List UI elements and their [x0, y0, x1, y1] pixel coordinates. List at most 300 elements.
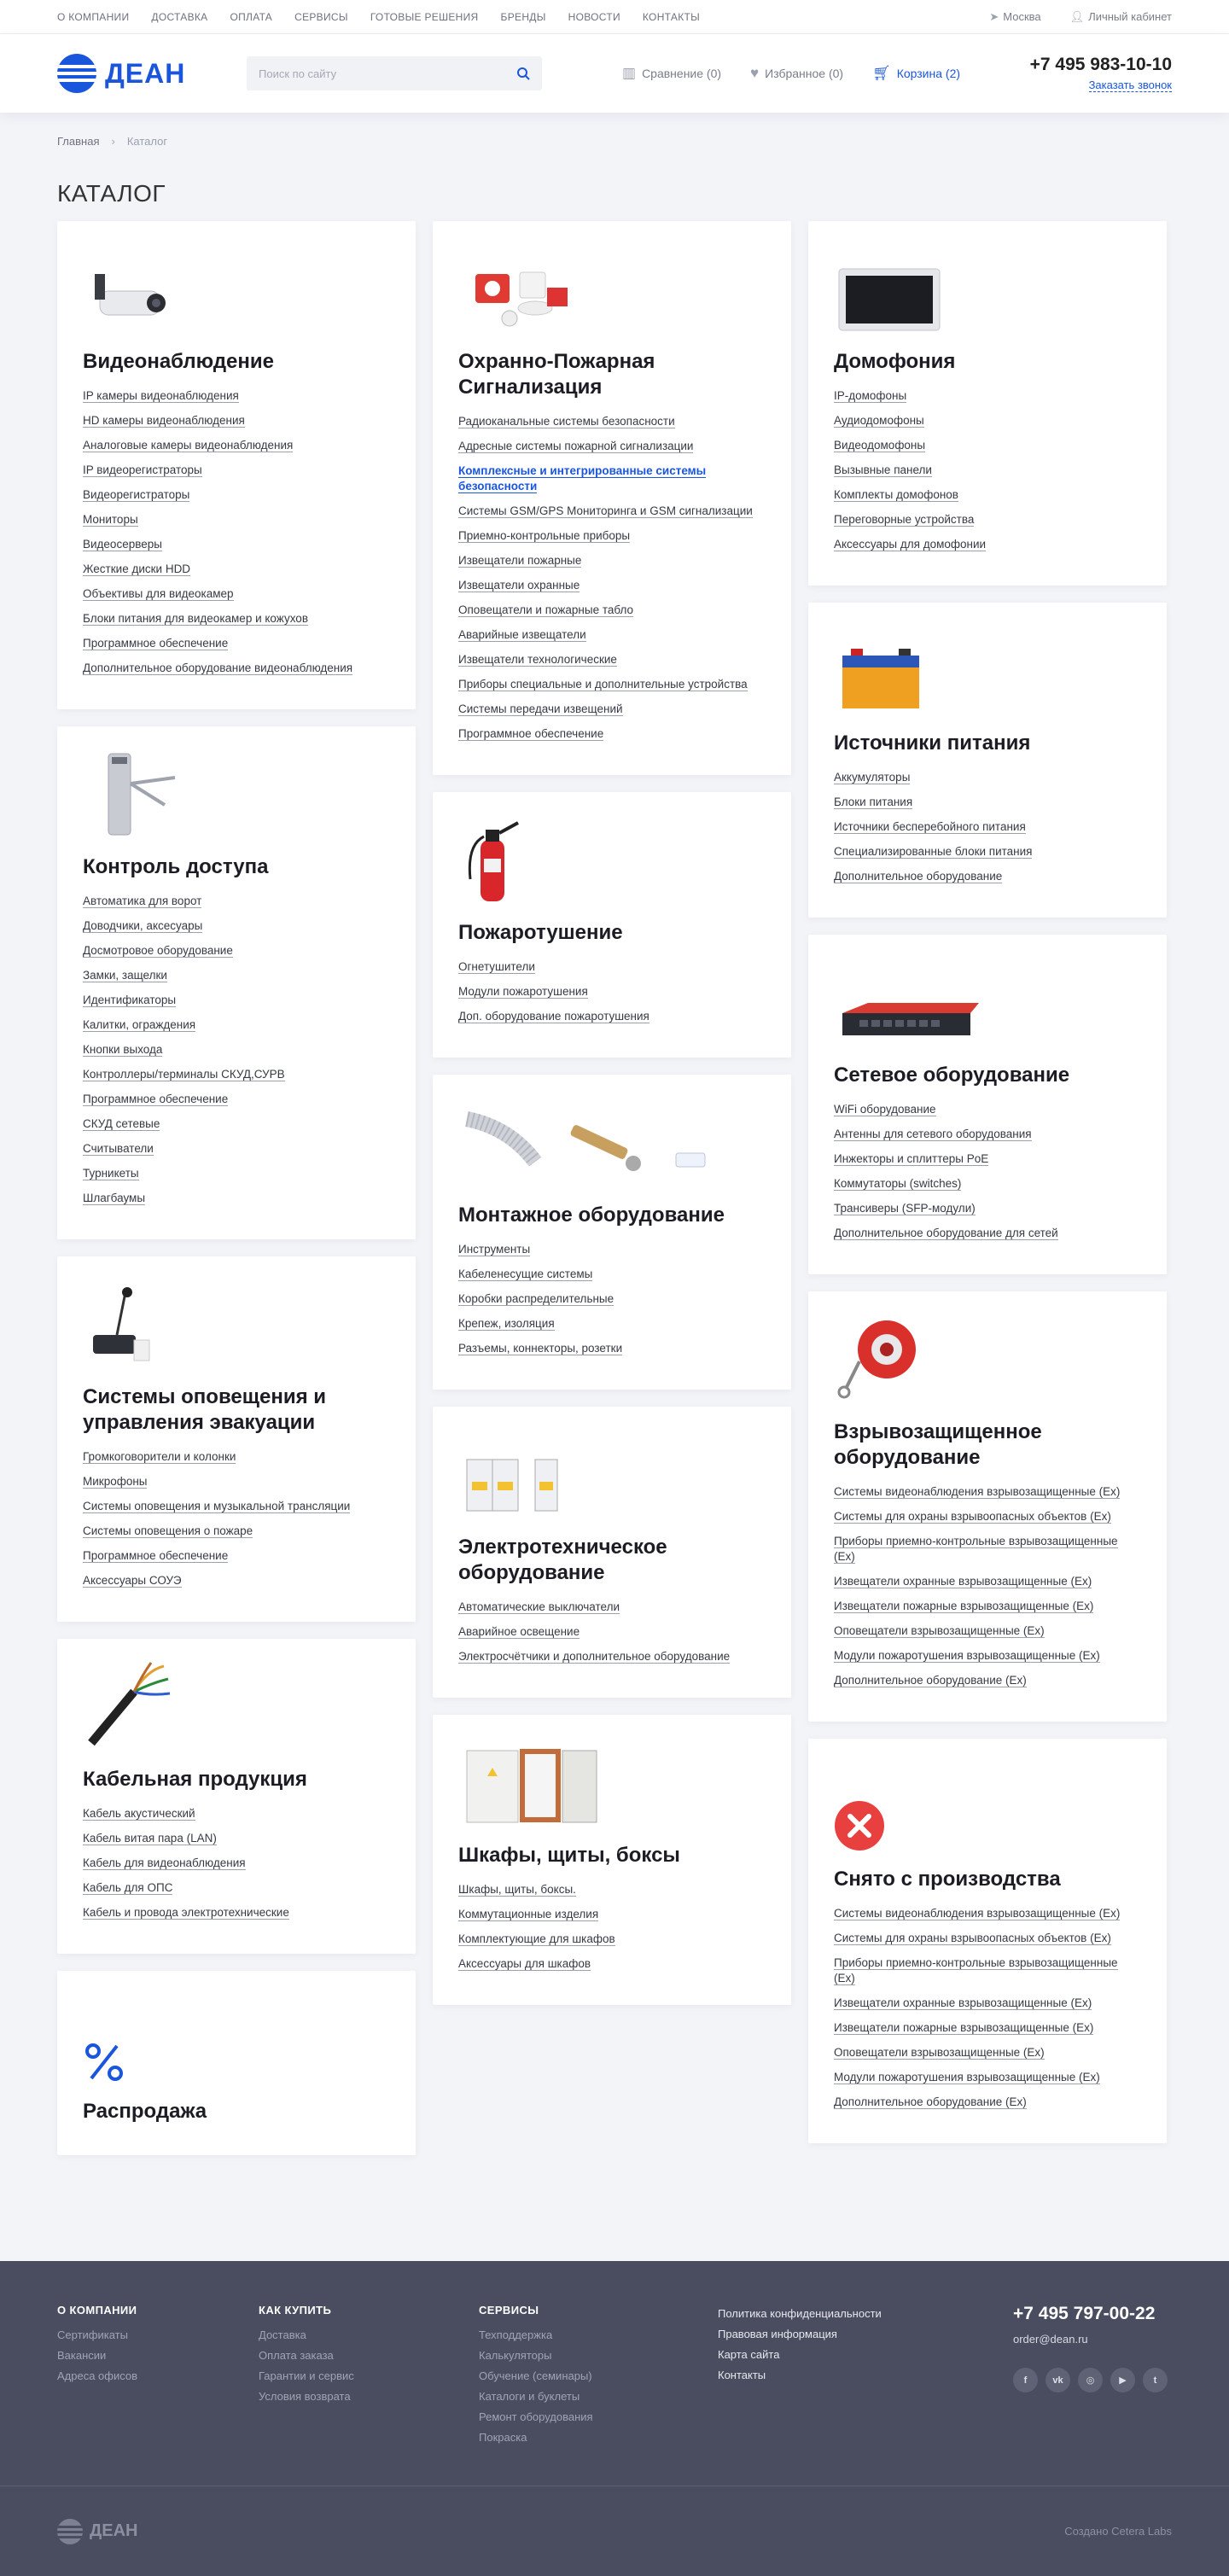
category-card	[808, 935, 1167, 1274]
top-nav-services[interactable]: СЕРВИСЫ	[294, 11, 348, 23]
list-item	[458, 553, 766, 568]
list-item	[458, 1624, 766, 1640]
subcategory-link[interactable]: IP камеры видеонаблюдения	[83, 389, 239, 402]
discontinued-icon[interactable]	[834, 1763, 1141, 1851]
subcategory-link[interactable]: Замки, защелки	[83, 969, 167, 982]
list-item	[458, 702, 766, 717]
subcategory-link[interactable]: Аварийные извещатели	[458, 628, 586, 641]
subcategory-link[interactable]: Приборы специальные и дополнительные устройства	[458, 678, 748, 691]
category-card	[808, 603, 1167, 918]
list-item	[458, 1291, 766, 1307]
subcategory-link[interactable]: Аудиодомофоны	[834, 414, 924, 427]
cabinet-icon[interactable]	[458, 1739, 766, 1827]
subcategory-list	[834, 1102, 1141, 1241]
category-title[interactable]: Монтажное оборудование	[458, 1203, 725, 1227]
subcategory-link[interactable]: Модули пожаротушения взрывозащищенные (Ex)	[834, 1649, 1100, 1662]
list-item	[834, 869, 1141, 884]
subcategory-link[interactable]: Инжекторы и сплиттеры PoE	[834, 1152, 989, 1165]
subcategory-link[interactable]: Вызывные панели	[834, 463, 932, 476]
subcategory-link[interactable]: Кабель и провода электротехнические	[83, 1906, 289, 1919]
footer-link[interactable]: Техподдержка	[479, 2328, 553, 2341]
subcategory-list	[458, 414, 766, 742]
account-label: Личный кабинет	[1088, 10, 1172, 23]
footer-link[interactable]: Гарантии и сервис	[259, 2369, 354, 2382]
subcategory-link[interactable]: Видеосерверы	[83, 538, 162, 551]
subcategory-link[interactable]: Трансиверы (SFP-модули)	[834, 1202, 976, 1215]
list-item	[83, 537, 390, 552]
top-nav-brands[interactable]: БРЕНДЫ	[500, 11, 546, 23]
subcategory-link[interactable]: IP видеорегистраторы	[83, 463, 202, 476]
category-title[interactable]: Охранно-Пожарная Сигнализация	[458, 350, 655, 399]
breadcrumb-home[interactable]: Главная	[57, 135, 100, 148]
instagram-icon[interactable]: ◎	[1078, 2368, 1103, 2392]
footer-link[interactable]: Доставка	[259, 2328, 306, 2341]
footer-link[interactable]: Контакты	[718, 2369, 766, 2381]
subcategory-link[interactable]: Объективы для видеокамер	[83, 587, 234, 600]
subcategory-list	[83, 388, 390, 676]
list-item	[83, 1042, 390, 1058]
subcategory-link[interactable]: Громкоговорители и колонки	[83, 1450, 236, 1463]
footer-logo-text: ДЕАН	[90, 2521, 138, 2540]
category-card	[57, 1971, 416, 2155]
list-item	[834, 413, 1141, 428]
subcategory-link[interactable]: Радиоканальные системы безопасности	[458, 415, 675, 428]
list-item	[83, 1573, 390, 1588]
list-item	[458, 1267, 766, 1282]
subcategory-link[interactable]: Извещатели пожарные взрывозащищенные (Ex)	[834, 1600, 1094, 1612]
list-item	[83, 463, 390, 478]
subcategory-link[interactable]: Системы для охраны взрывоопасных объектов (Ex)	[834, 1932, 1111, 1944]
footer-heading: КАК КУПИТЬ	[259, 2304, 332, 2317]
subcategory-link[interactable]: Аварийное освещение	[458, 1625, 580, 1638]
subcategory-link[interactable]: Модули пожаротушения	[458, 985, 588, 998]
subcategory-link[interactable]: Антенны для сетевого оборудования	[834, 1128, 1032, 1140]
list-item	[834, 537, 1141, 552]
cart-icon: 🛒︎	[872, 65, 891, 81]
footer-heading: О КОМПАНИИ	[57, 2304, 137, 2317]
cable-icon[interactable]	[83, 1663, 390, 1751]
subcategory-link[interactable]: Аналоговые камеры видеонаблюдения	[83, 439, 294, 452]
footer-link[interactable]: Калькуляторы	[479, 2349, 552, 2362]
microphone-icon[interactable]	[83, 1280, 390, 1369]
category-card	[808, 221, 1167, 586]
list-item	[834, 388, 1141, 404]
subcategory-link[interactable]: Досмотровое оборудование	[83, 944, 233, 957]
category-title[interactable]: Шкафы, щиты, боксы	[458, 1844, 680, 1867]
turnstile-icon[interactable]	[83, 750, 390, 839]
subcategory-list	[834, 770, 1141, 884]
subcategory-link[interactable]: Системы GSM/GPS Мониторинга и GSM сигнализации	[458, 504, 753, 517]
list-item	[834, 1176, 1141, 1192]
list-item	[83, 487, 390, 503]
compare-label: Сравнение (0)	[642, 67, 722, 80]
list-item	[83, 993, 390, 1008]
list-item	[458, 677, 766, 692]
list-item	[83, 943, 390, 959]
footer-heading: СЕРВИСЫ	[479, 2304, 539, 2317]
subcategory-link[interactable]: Блоки питания	[834, 796, 913, 808]
subcategory-link[interactable]: Считыватели	[83, 1142, 154, 1155]
subcategory-link[interactable]: Приемно-контрольные приборы	[458, 529, 631, 542]
category-title[interactable]: Видеонаблюдение	[83, 350, 275, 373]
subcategory-link[interactable]: Идентификаторы	[83, 994, 177, 1006]
list-item	[458, 726, 766, 742]
list-item	[834, 1623, 1141, 1639]
subcategory-list	[458, 959, 766, 1024]
subcategory-link[interactable]: Источники бесперебойного питания	[834, 820, 1026, 833]
youtube-icon[interactable]: ▶	[1110, 2368, 1135, 2392]
subcategory-list	[83, 1806, 390, 1920]
footer-link[interactable]: Обучение (семинары)	[479, 2369, 592, 2382]
intercom-icon[interactable]	[834, 245, 1141, 334]
subcategory-list	[458, 1242, 766, 1356]
user-icon: 👤︎	[1069, 10, 1085, 23]
search-box	[247, 56, 542, 90]
category-title[interactable]: Кабельная продукция	[83, 1768, 307, 1791]
list-item	[83, 1092, 390, 1107]
category-title[interactable]: Пожаротушение	[458, 921, 623, 944]
switch-icon[interactable]	[834, 959, 1141, 1047]
subcategory-link[interactable]: Переговорные устройства	[834, 513, 975, 526]
city-selector[interactable]	[989, 10, 1040, 24]
footer-link[interactable]: Сертификаты	[57, 2328, 128, 2341]
subcategory-link[interactable]: Крепеж, изоляция	[458, 1317, 555, 1330]
subcategory-link[interactable]: Системы оповещения и музыкальной трансляции	[83, 1500, 351, 1512]
vk-icon[interactable]: vk	[1046, 2368, 1070, 2392]
location-arrow-icon: ➤	[989, 10, 999, 23]
twitter-icon[interactable]: t	[1143, 2368, 1168, 2392]
breadcrumb	[57, 135, 1172, 148]
list-item	[834, 1648, 1141, 1664]
list-item	[834, 1509, 1141, 1524]
category-card	[57, 726, 416, 1239]
conduit-icon[interactable]	[458, 1099, 766, 1187]
list-item	[458, 528, 766, 544]
category-card	[433, 792, 791, 1058]
subcategory-link[interactable]: Извещатели охранные взрывозащищенные (Ex)	[834, 1996, 1092, 2009]
catalog-column	[57, 221, 416, 2155]
subcategory-link[interactable]: Огнетушители	[458, 960, 535, 973]
subcategory-link[interactable]: Модули пожаротушения взрывозащищенные (Ex)	[834, 2071, 1100, 2084]
subcategory-list	[83, 894, 390, 1206]
subcategory-link[interactable]: Аксессуары СОУЭ	[83, 1574, 182, 1587]
header-phone[interactable]: +7 495 983-10-10	[1029, 54, 1172, 74]
subcategory-link[interactable]: Калитки, ограждения	[83, 1018, 196, 1031]
category-card	[808, 1291, 1167, 1722]
subcategory-link[interactable]: Специализированные блоки питания	[834, 845, 1033, 858]
subcategory-list	[834, 1484, 1141, 1688]
subcategory-link[interactable]: Извещатели технологические	[458, 653, 617, 666]
list-item	[458, 1907, 766, 1922]
subcategory-list	[458, 1600, 766, 1664]
subcategory-link[interactable]: Кабель акустический	[83, 1807, 195, 1820]
list-item	[83, 918, 390, 934]
footer-email[interactable]: order@dean.ru	[1013, 2333, 1088, 2346]
list-item	[834, 795, 1141, 810]
subcategory-link[interactable]: Электросчётчики и дополнительное оборудование	[458, 1650, 731, 1663]
footer-link[interactable]: Вакансии	[57, 2349, 107, 2362]
search-icon[interactable]	[516, 67, 530, 80]
category-title[interactable]: Системы оповещения и управления эвакуации	[83, 1385, 327, 1434]
subcategory-link[interactable]: Системы для охраны взрывоопасных объектов (Ex)	[834, 1510, 1111, 1523]
subcategory-link[interactable]: Коробки распределительные	[458, 1292, 614, 1305]
footer-col-buy	[259, 2304, 479, 2451]
footer-link[interactable]: Оплата заказа	[259, 2349, 334, 2362]
footer-phone[interactable]: +7 495 797-00-22	[1013, 2304, 1156, 2323]
subcategory-link[interactable]: Шкафы, щиты, боксы.	[458, 1883, 576, 1896]
list-item	[834, 1484, 1141, 1500]
callback-link[interactable]: Заказать звонок	[1088, 78, 1172, 91]
list-item	[83, 1141, 390, 1157]
list-item	[83, 1880, 390, 1896]
subcategory-link[interactable]: Автоматические выключатели	[458, 1600, 620, 1613]
list-item	[83, 1524, 390, 1539]
list-item	[834, 2095, 1141, 2110]
top-nav-payment[interactable]: ОПЛАТА	[230, 11, 273, 23]
subcategory-link[interactable]: Контроллеры/терминалы СКУД,СУРВ	[83, 1068, 285, 1081]
subcategory-link[interactable]: Программное обеспечение	[83, 1093, 229, 1105]
subcategory-link[interactable]: Мониторы	[83, 513, 138, 526]
subcategory-link[interactable]: Приборы приемно-контрольные взрывозащищенные (Ex)	[834, 1956, 1118, 1984]
list-item	[83, 1067, 390, 1082]
subcategory-link[interactable]: Программное обеспечение	[83, 1549, 229, 1562]
cart-link[interactable]	[872, 65, 960, 82]
list-item	[834, 1906, 1141, 1921]
logo-mark-icon	[57, 2519, 83, 2544]
category-card	[57, 1639, 416, 1954]
subcategory-link[interactable]: Кабель для ОПС	[83, 1881, 173, 1894]
footer-logo[interactable]	[57, 2519, 137, 2544]
subcategory-link[interactable]: Аксессуары для домофонии	[834, 538, 987, 551]
subcategory-link[interactable]: Кнопки выхода	[83, 1043, 163, 1056]
catalog-column	[808, 221, 1167, 2143]
footer-link[interactable]: Покраска	[479, 2431, 527, 2444]
subcategory-link[interactable]: Приборы приемно-контрольные взрывозащищенные (Ex)	[834, 1535, 1118, 1563]
category-card	[433, 1075, 791, 1390]
list-item	[83, 1905, 390, 1920]
category-title[interactable]: Домофония	[834, 350, 956, 373]
list-item	[834, 487, 1141, 503]
list-item	[458, 1009, 766, 1024]
list-item	[834, 819, 1141, 835]
subcategory-link[interactable]: Комплексные и интегрированные системы безопасности	[458, 464, 707, 492]
footer-link[interactable]: Правовая информация	[718, 2328, 837, 2340]
subcategory-link[interactable]: Аккумуляторы	[834, 771, 911, 784]
subcategory-link[interactable]: Коммутационные изделия	[458, 1908, 599, 1920]
subcategory-link[interactable]: HD камеры видеонаблюдения	[83, 414, 245, 427]
list-item	[83, 586, 390, 602]
list-item	[83, 413, 390, 428]
list-item	[83, 1166, 390, 1181]
list-item	[83, 1806, 390, 1821]
subcategory-link[interactable]: Программное обеспечение	[458, 727, 604, 740]
compare-icon: ▥	[622, 65, 637, 81]
subcategory-link[interactable]: Дополнительное оборудование (Ex)	[834, 2095, 1027, 2108]
category-title[interactable]: Контроль доступа	[83, 855, 269, 878]
category-card	[433, 1407, 791, 1698]
subcategory-link[interactable]: Коммутаторы (switches)	[834, 1177, 962, 1190]
subcategory-link[interactable]: Видеорегистраторы	[83, 488, 190, 501]
subcategory-link[interactable]: Извещатели пожарные	[458, 554, 582, 567]
top-nav-news[interactable]: НОВОСТИ	[568, 11, 620, 23]
subcategory-link[interactable]: Кабель витая пара (LAN)	[83, 1832, 217, 1845]
subcategory-link[interactable]: Видеодомофоны	[834, 439, 926, 452]
footer-link[interactable]: Ремонт оборудования	[479, 2410, 593, 2423]
chevron-right-icon: ›	[111, 135, 115, 148]
list-item	[83, 1191, 390, 1206]
list-item	[83, 1449, 390, 1465]
footer-col-about	[57, 2304, 259, 2451]
list-item	[458, 414, 766, 429]
subcategory-link[interactable]: Программное обеспечение	[83, 637, 229, 650]
subcategory-link[interactable]: Комплекты домофонов	[834, 488, 958, 501]
footer-link[interactable]: Карта сайта	[718, 2348, 780, 2361]
footer-link[interactable]: Каталоги и буклеты	[479, 2390, 580, 2403]
subcategory-link[interactable]: Жесткие диски HDD	[83, 562, 191, 575]
list-item	[458, 463, 766, 494]
list-item	[458, 1932, 766, 1947]
favorites-label: Избранное (0)	[765, 67, 844, 80]
footer-contacts	[1013, 2304, 1172, 2451]
list-item	[834, 2020, 1141, 2036]
subcategory-link[interactable]: Разъемы, коннекторы, розетки	[458, 1342, 623, 1355]
footer-link[interactable]: Адреса офисов	[57, 2369, 138, 2382]
subcategory-link[interactable]: Системы видеонаблюдения взрывозащищенные (Ex)	[834, 1485, 1121, 1498]
account-link[interactable]	[1070, 10, 1172, 24]
subcategory-link[interactable]: Доводчики, аксесуары	[83, 919, 203, 932]
list-item	[834, 1226, 1141, 1241]
list-item	[834, 1955, 1141, 1986]
extinguisher-icon[interactable]	[458, 816, 766, 905]
category-title[interactable]: Снято с производства	[834, 1868, 1061, 1891]
category-title[interactable]: Распродажа	[83, 2100, 207, 2123]
list-item	[83, 1474, 390, 1489]
subcategory-link[interactable]: Комплектующие для шкафов	[458, 1932, 615, 1945]
subcategory-link[interactable]: Аксессуары для шкафов	[458, 1957, 591, 1970]
list-item	[834, 1201, 1141, 1216]
top-nav-delivery[interactable]: ДОСТАВКА	[151, 11, 208, 23]
top-nav-about[interactable]: О КОМПАНИИ	[57, 11, 130, 23]
subcategory-link[interactable]: WiFi оборудование	[834, 1103, 936, 1116]
top-nav	[57, 11, 700, 23]
list-item	[458, 1956, 766, 1972]
percent-icon[interactable]	[83, 1995, 390, 2084]
list-item	[834, 1151, 1141, 1167]
subcategory-link[interactable]: Извещатели пожарные взрывозащищенные (Ex)	[834, 2021, 1094, 2034]
list-item	[83, 562, 390, 577]
breaker-icon[interactable]	[458, 1431, 766, 1519]
subcategory-link[interactable]: Извещатели охранные	[458, 579, 580, 592]
category-title[interactable]: Взрывозащищенное оборудование	[834, 1420, 1042, 1469]
social-links	[1013, 2368, 1172, 2392]
explosion-proof-icon[interactable]	[834, 1315, 1141, 1404]
compare-link[interactable]	[622, 65, 721, 82]
subcategory-link[interactable]: Шлагбаумы	[83, 1192, 146, 1204]
category-title[interactable]: Источники питания	[834, 731, 1031, 755]
top-nav-contacts[interactable]: КОНТАКТЫ	[642, 11, 701, 23]
fire-alarm-icon[interactable]	[458, 245, 766, 334]
list-item	[83, 1499, 390, 1514]
category-card	[433, 1715, 791, 2005]
subcategory-link[interactable]: Дополнительное оборудование для сетей	[834, 1227, 1058, 1239]
favorites-link[interactable]	[750, 65, 843, 82]
facebook-icon[interactable]: f	[1013, 2368, 1038, 2392]
credit-link[interactable]: Создано Cetera Labs	[1064, 2525, 1172, 2538]
list-item	[834, 1127, 1141, 1142]
subcategory-link[interactable]: Оповещатели и пожарные табло	[458, 603, 634, 616]
subcategory-link[interactable]: Системы видеонаблюдения взрывозащищенные (Ex)	[834, 1907, 1121, 1920]
catalog-grid	[57, 221, 1172, 2155]
list-item	[458, 578, 766, 593]
list-item	[458, 504, 766, 519]
subcategory-link[interactable]: IP-домофоны	[834, 389, 907, 402]
subcategory-link[interactable]: Оповещатели взрывозащищенные (Ex)	[834, 1624, 1045, 1637]
subcategory-link[interactable]: СКУД сетевые	[83, 1117, 160, 1130]
list-item	[458, 959, 766, 975]
list-item	[834, 1931, 1141, 1946]
list-item	[458, 1341, 766, 1356]
subcategory-link[interactable]: Автоматика для ворот	[83, 895, 202, 907]
list-item	[458, 984, 766, 1000]
list-item	[83, 611, 390, 627]
list-item	[834, 2070, 1141, 2085]
subcategory-link[interactable]: Доп. оборудование пожаротушения	[458, 1010, 649, 1023]
subcategory-link[interactable]: Системы передачи извещений	[458, 702, 623, 715]
list-item	[834, 512, 1141, 527]
list-item	[458, 627, 766, 643]
subcategory-link[interactable]: Кабель для видеонаблюдения	[83, 1856, 246, 1869]
footer-col-services	[479, 2304, 718, 2451]
subcategory-link[interactable]: Извещатели охранные взрывозащищенные (Ex)	[834, 1575, 1092, 1588]
subcategory-link[interactable]: Инструменты	[458, 1243, 531, 1256]
camera-icon[interactable]	[83, 245, 390, 334]
subcategory-link[interactable]: Адресные системы пожарной сигнализации	[458, 440, 694, 452]
subcategory-link[interactable]: Блоки питания для видеокамер и кожухов	[83, 612, 308, 625]
subcategory-link[interactable]: Оповещатели взрывозащищенные (Ex)	[834, 2046, 1045, 2059]
battery-icon[interactable]	[834, 627, 1141, 715]
search-input[interactable]	[259, 67, 516, 80]
subcategory-link[interactable]: Системы оповещения о пожаре	[83, 1524, 253, 1537]
logo-text: ДЕАН	[105, 57, 186, 89]
logo[interactable]	[57, 54, 230, 93]
category-title[interactable]: Сетевое оборудование	[834, 1064, 1070, 1087]
cart-label: Корзина (2)	[896, 67, 961, 80]
list-item	[834, 1574, 1141, 1589]
subcategory-link[interactable]: Дополнительное оборудование видеонаблюдения	[83, 661, 353, 674]
category-card	[57, 1256, 416, 1622]
list-item	[83, 1856, 390, 1871]
footer-col-legal	[718, 2304, 923, 2451]
subcategory-list	[834, 388, 1141, 552]
footer-link[interactable]: Условия возврата	[259, 2390, 351, 2403]
subcategory-link[interactable]: Кабеленесущие системы	[458, 1268, 593, 1280]
top-nav-solutions[interactable]: ГОТОВЫЕ РЕШЕНИЯ	[370, 11, 479, 23]
list-item	[834, 1599, 1141, 1614]
list-item	[834, 1534, 1141, 1565]
subcategory-link[interactable]: Дополнительное оборудование (Ex)	[834, 1674, 1027, 1687]
list-item	[83, 512, 390, 527]
subcategory-link[interactable]: Микрофоны	[83, 1475, 148, 1488]
subcategory-link[interactable]: Турникеты	[83, 1167, 139, 1180]
category-title[interactable]: Электротехническое оборудование	[458, 1536, 667, 1584]
list-item	[458, 603, 766, 618]
list-item	[834, 1673, 1141, 1688]
list-item	[83, 388, 390, 404]
footer-link[interactable]: Политика конфиденциальности	[718, 2307, 882, 2320]
subcategory-list	[83, 1449, 390, 1588]
subcategory-link[interactable]: Дополнительное оборудование	[834, 870, 1003, 883]
list-item	[458, 652, 766, 667]
